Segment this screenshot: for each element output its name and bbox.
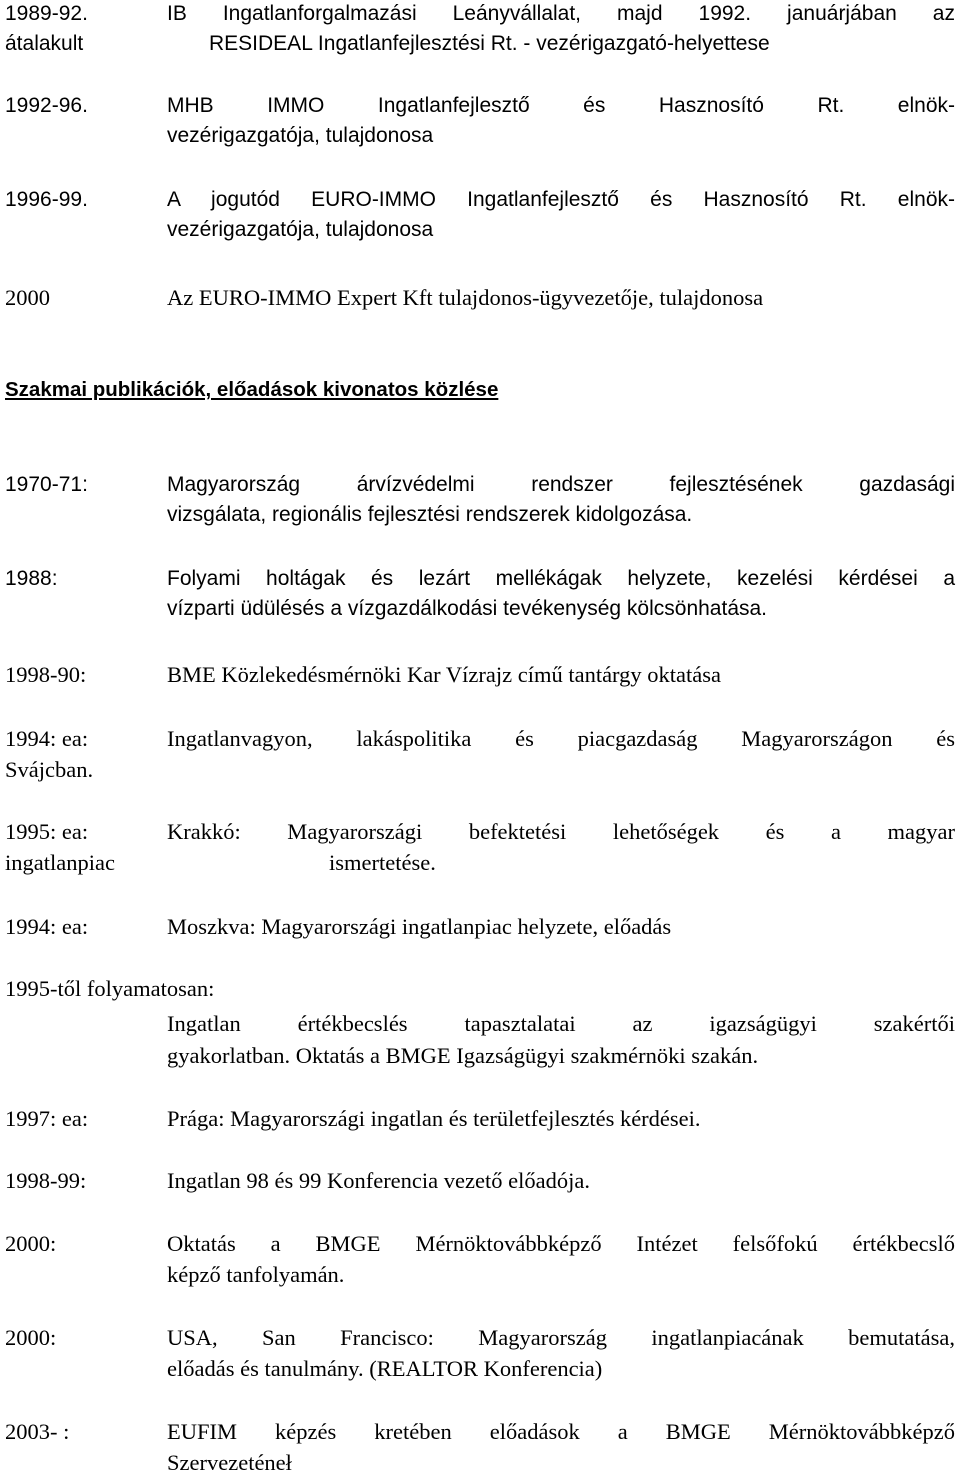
entry-text: Ingatlanvagyon, lakáspolitika és piacgazdaság Magyarországon és [167, 726, 955, 751]
entry-text: Krakkó: Magyarországi befektetési lehetőségek és a magyar [167, 819, 955, 844]
entry-text: Az EURO-IMMO Expert Kft tulajdonos-ügyvezetője, tulajdonosa [167, 285, 764, 310]
entry-text: vezérigazgatója, tulajdonosa [167, 218, 434, 241]
entry-date: 1989-92. [5, 2, 88, 25]
entry-text: Szervezeténeł [167, 1450, 292, 1475]
entry-text: RESIDEAL Ingatlanfejlesztési Rt. - vezérigazgató-helyettese [209, 32, 770, 55]
entry-date: 1992-96. [5, 94, 88, 117]
entry-date-continuation: átalakult [5, 32, 84, 55]
entry-text: képző tanfolyamán. [167, 1262, 345, 1287]
entry-text: Moszkva: Magyarországi ingatlanpiac helyzete, előadás [167, 914, 672, 939]
entry-date: 1995: ea: [5, 819, 89, 844]
entry-date: 2000: [5, 1325, 57, 1350]
entry-text: Prága: Magyarországi ingatlan és területfejlesztés kérdései. [167, 1106, 701, 1131]
entry-text: gyakorlatban. Oktatás a BMGE Igazságügyi szakmérnöki szakán. [167, 1043, 759, 1068]
entry-text: EUFIM képzés kretében előadások a BMGE Mérnöktovábbképző [167, 1419, 955, 1444]
entry-date: 2000 [5, 285, 50, 310]
entry-date: 1998-99: [5, 1168, 87, 1193]
entry-text: Magyarország árvízvédelmi rendszer fejlesztésének gazdasági [167, 473, 955, 496]
entry-date: 1996-99. [5, 188, 88, 211]
entry-text: Ingatlan értékbecslés tapasztalatai az igazságügyi szakértői [167, 1011, 955, 1036]
entry-date: 1998-90: [5, 662, 87, 687]
entry-date: 1988: [5, 567, 58, 590]
entry-text: Ingatlan 98 és 99 Konferencia vezető előadója. [167, 1168, 590, 1193]
entry-text: vizsgálata, regionális fejlesztési rendszerek kidolgozása. [167, 503, 693, 526]
entry-text: BME Közlekedésmérnöki Kar Vízrajz című tantárgy oktatása [167, 662, 721, 687]
entry-text: Oktatás a BMGE Mérnöktovábbképző Intézet felsőfokú értékbecslő [167, 1231, 955, 1256]
entry-text: Folyami holtágak és lezárt mellékágak helyzete, kezelési kérdései a [167, 567, 955, 590]
entry-date: 1970-71: [5, 473, 88, 496]
entry-date: 1997: ea: [5, 1106, 89, 1131]
entry-date: 2000: [5, 1231, 57, 1256]
entry-text-continuation: ingatlanpiac [5, 850, 115, 875]
entry-date: 1994: ea: [5, 914, 89, 939]
entry-text: vezérigazgatója, tulajdonosa [167, 124, 434, 147]
entry-date: 1995-től folyamatosan: [5, 976, 215, 1001]
entry-text: MHB IMMO Ingatlanfejlesztő és Hasznosító Rt. elnök- [167, 94, 955, 117]
entry-date: 1994: ea: [5, 726, 89, 751]
entry-text-continuation: Svájcban. [5, 757, 94, 782]
entry-text: USA, San Francisco: Magyarország ingatlanpiacának bemutatása, [167, 1325, 955, 1350]
entry-text: IB Ingatlanforgalmazási Leányvállalat, majd 1992. januárjában az [167, 2, 955, 25]
entry-text: előadás és tanulmány. (REALTOR Konferencia) [167, 1356, 603, 1381]
entry-text: vízparti üdülésés a vízgazdálkodási tevékenység kölcsönhatása. [167, 597, 768, 620]
entry-text: A jogutód EURO-IMMO Ingatlanfejlesztő és Hasznosító Rt. elnök- [167, 188, 955, 211]
section-title: Szakmai publikációk, előadások kivonatos közlése [5, 378, 499, 401]
entry-date: 2003- : [5, 1419, 70, 1444]
entry-text: ismertetése. [329, 850, 436, 875]
